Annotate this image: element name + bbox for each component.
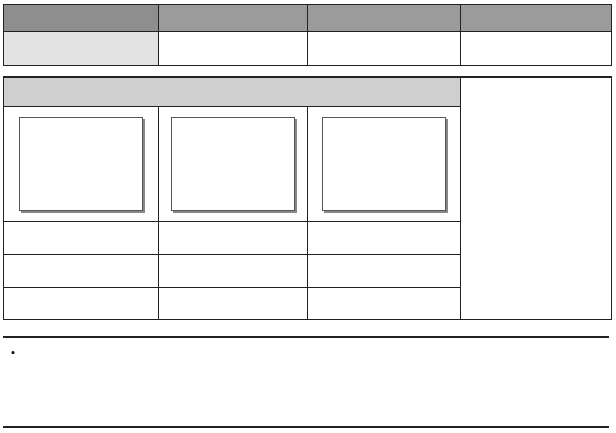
params-set3 bbox=[308, 222, 461, 255]
mean-set3 bbox=[461, 32, 612, 66]
mean-label bbox=[4, 32, 159, 66]
section-row bbox=[4, 77, 612, 107]
params-set1 bbox=[4, 222, 159, 255]
mean-set1 bbox=[159, 32, 308, 66]
result-set1 bbox=[4, 288, 159, 320]
notes-box bbox=[3, 336, 609, 428]
mean-row bbox=[4, 32, 612, 66]
section-title bbox=[4, 77, 461, 107]
test-set3 bbox=[308, 255, 461, 288]
pdf-chart-set1 bbox=[19, 117, 143, 211]
test-set2 bbox=[159, 255, 308, 288]
chart-cell-3 bbox=[308, 107, 461, 222]
chart-cell-1 bbox=[4, 107, 159, 222]
header-set1 bbox=[159, 5, 308, 32]
distribution-table bbox=[3, 4, 612, 320]
params-set2 bbox=[159, 222, 308, 255]
mean-set2 bbox=[308, 32, 461, 66]
header-set3 bbox=[461, 5, 612, 32]
header-row bbox=[4, 5, 612, 32]
chart-cell-2 bbox=[159, 107, 308, 222]
result-set3 bbox=[308, 288, 461, 320]
header-category bbox=[4, 5, 159, 32]
test-set1 bbox=[4, 255, 159, 288]
result-set2 bbox=[159, 288, 308, 320]
header-set2 bbox=[308, 5, 461, 32]
set3-note bbox=[461, 77, 612, 320]
pdf-chart-set3 bbox=[322, 117, 446, 211]
pdf-chart-set2 bbox=[171, 117, 295, 211]
